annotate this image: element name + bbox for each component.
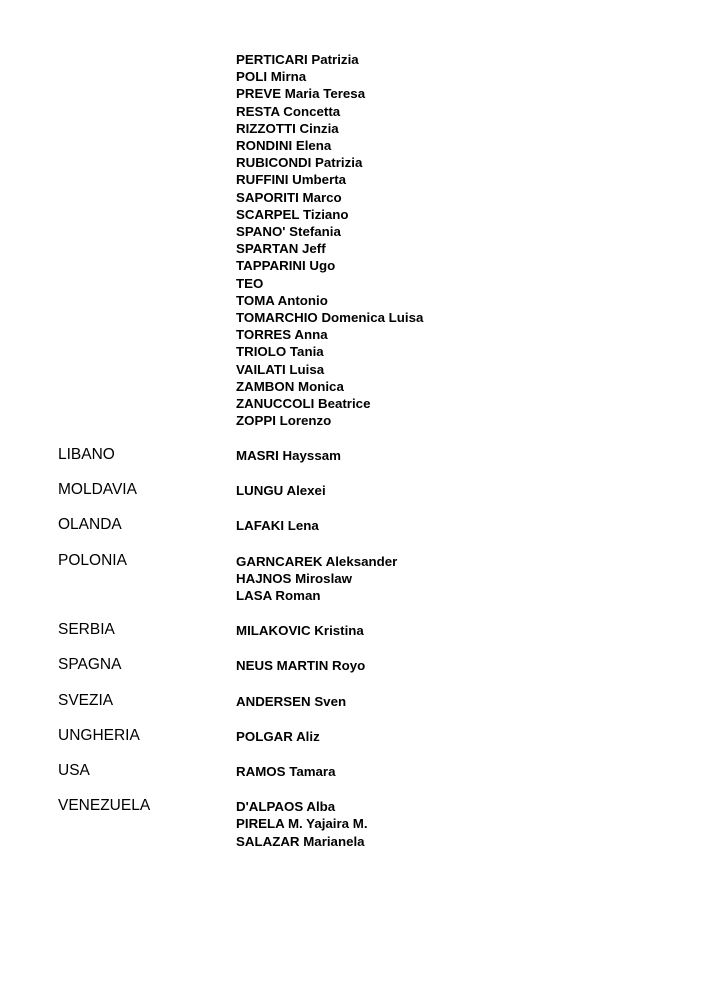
country-row: [0, 656, 707, 674]
country-participant-names: [236, 446, 341, 464]
participant-name: RAMOS Tamara: [236, 764, 336, 780]
country-label: POLONIA: [58, 551, 127, 569]
participant-name: SCARPEL Tiziano: [236, 206, 349, 222]
participant-name: RIZZOTTI Cinzia: [236, 120, 339, 136]
participant-name: POLGAR Aliz: [236, 728, 320, 744]
participant-name: NEUS MARTIN Royo: [236, 658, 366, 674]
participant-name: D'ALPAOS Alba: [236, 799, 336, 815]
participant-name: TOMARCHIO Domenica Luisa: [236, 310, 424, 326]
participant-name: POLI Mirna: [236, 69, 307, 85]
country-participant-names: [236, 692, 346, 710]
participant-name: LUNGU Alexei: [236, 483, 326, 499]
country-row: [0, 797, 707, 850]
country-label: USA: [58, 762, 90, 780]
country-participant-names: [236, 762, 336, 780]
country-row: [0, 516, 707, 534]
participant-name: ZANUCCOLI Beatrice: [236, 396, 371, 412]
country-row: [0, 621, 707, 639]
participant-name: PREVE Maria Teresa: [236, 86, 366, 102]
country-label: SERBIA: [58, 621, 115, 639]
country-participant-names: [236, 797, 368, 850]
country-row: [0, 481, 707, 499]
participant-name: PIRELA M. Yajaira M.: [236, 816, 368, 832]
country-label: UNGHERIA: [58, 726, 140, 744]
country-participant-names: [236, 727, 320, 745]
participant-name: TRIOLO Tania: [236, 344, 324, 360]
participant-list-continued: [236, 51, 423, 429]
participant-name: SAPORITI Marco: [236, 189, 342, 205]
country-label: OLANDA: [58, 516, 122, 534]
country-label: VENEZUELA: [58, 797, 151, 815]
country-participant-names: [236, 656, 365, 674]
participant-name: ANDERSEN Sven: [236, 693, 347, 709]
participant-name: RONDINI Elena: [236, 138, 332, 154]
participant-name: ZOPPI Lorenzo: [236, 413, 332, 429]
participant-name: LASA Roman: [236, 588, 321, 604]
participant-name: RUBICONDI Patrizia: [236, 155, 363, 171]
participant-name: LAFAKI Lena: [236, 518, 319, 534]
country-participant-list: [0, 446, 707, 867]
participant-name: TAPPARINI Ugo: [236, 258, 336, 274]
participant-name: PERTICARI Patrizia: [236, 52, 359, 67]
participant-name: TOMA Antonio: [236, 292, 328, 308]
country-label: SVEZIA: [58, 691, 114, 709]
participant-name: VAILATI Luisa: [236, 361, 325, 377]
country-row: [0, 762, 707, 780]
country-label: MOLDAVIA: [58, 481, 137, 499]
participant-name: TORRES Anna: [236, 327, 328, 343]
country-row: [0, 446, 707, 464]
participant-name: SPARTAN Jeff: [236, 241, 326, 257]
country-participant-names: [236, 621, 364, 639]
country-participant-names: [236, 481, 326, 499]
participant-name: MILAKOVIC Kristina: [236, 623, 364, 639]
participant-name: SALAZAR Marianela: [236, 833, 365, 849]
country-row: [0, 552, 707, 605]
participant-name: HAJNOS Miroslaw: [236, 570, 353, 586]
participant-name: MASRI Hayssam: [236, 448, 341, 463]
country-participant-names: [236, 516, 319, 534]
country-row: [0, 727, 707, 745]
participant-name: GARNCAREK Aleksander: [236, 553, 398, 569]
participant-name: RUFFINI Umberta: [236, 172, 347, 188]
participant-name: SPANO' Stefania: [236, 224, 341, 240]
country-label: LIBANO: [58, 446, 115, 463]
country-row: [0, 692, 707, 710]
participant-name: ZAMBON Monica: [236, 378, 344, 394]
participant-name: TEO: [236, 275, 264, 291]
participant-name: RESTA Concetta: [236, 103, 341, 119]
country-label: SPAGNA: [58, 656, 122, 674]
country-participant-names: [236, 552, 397, 605]
